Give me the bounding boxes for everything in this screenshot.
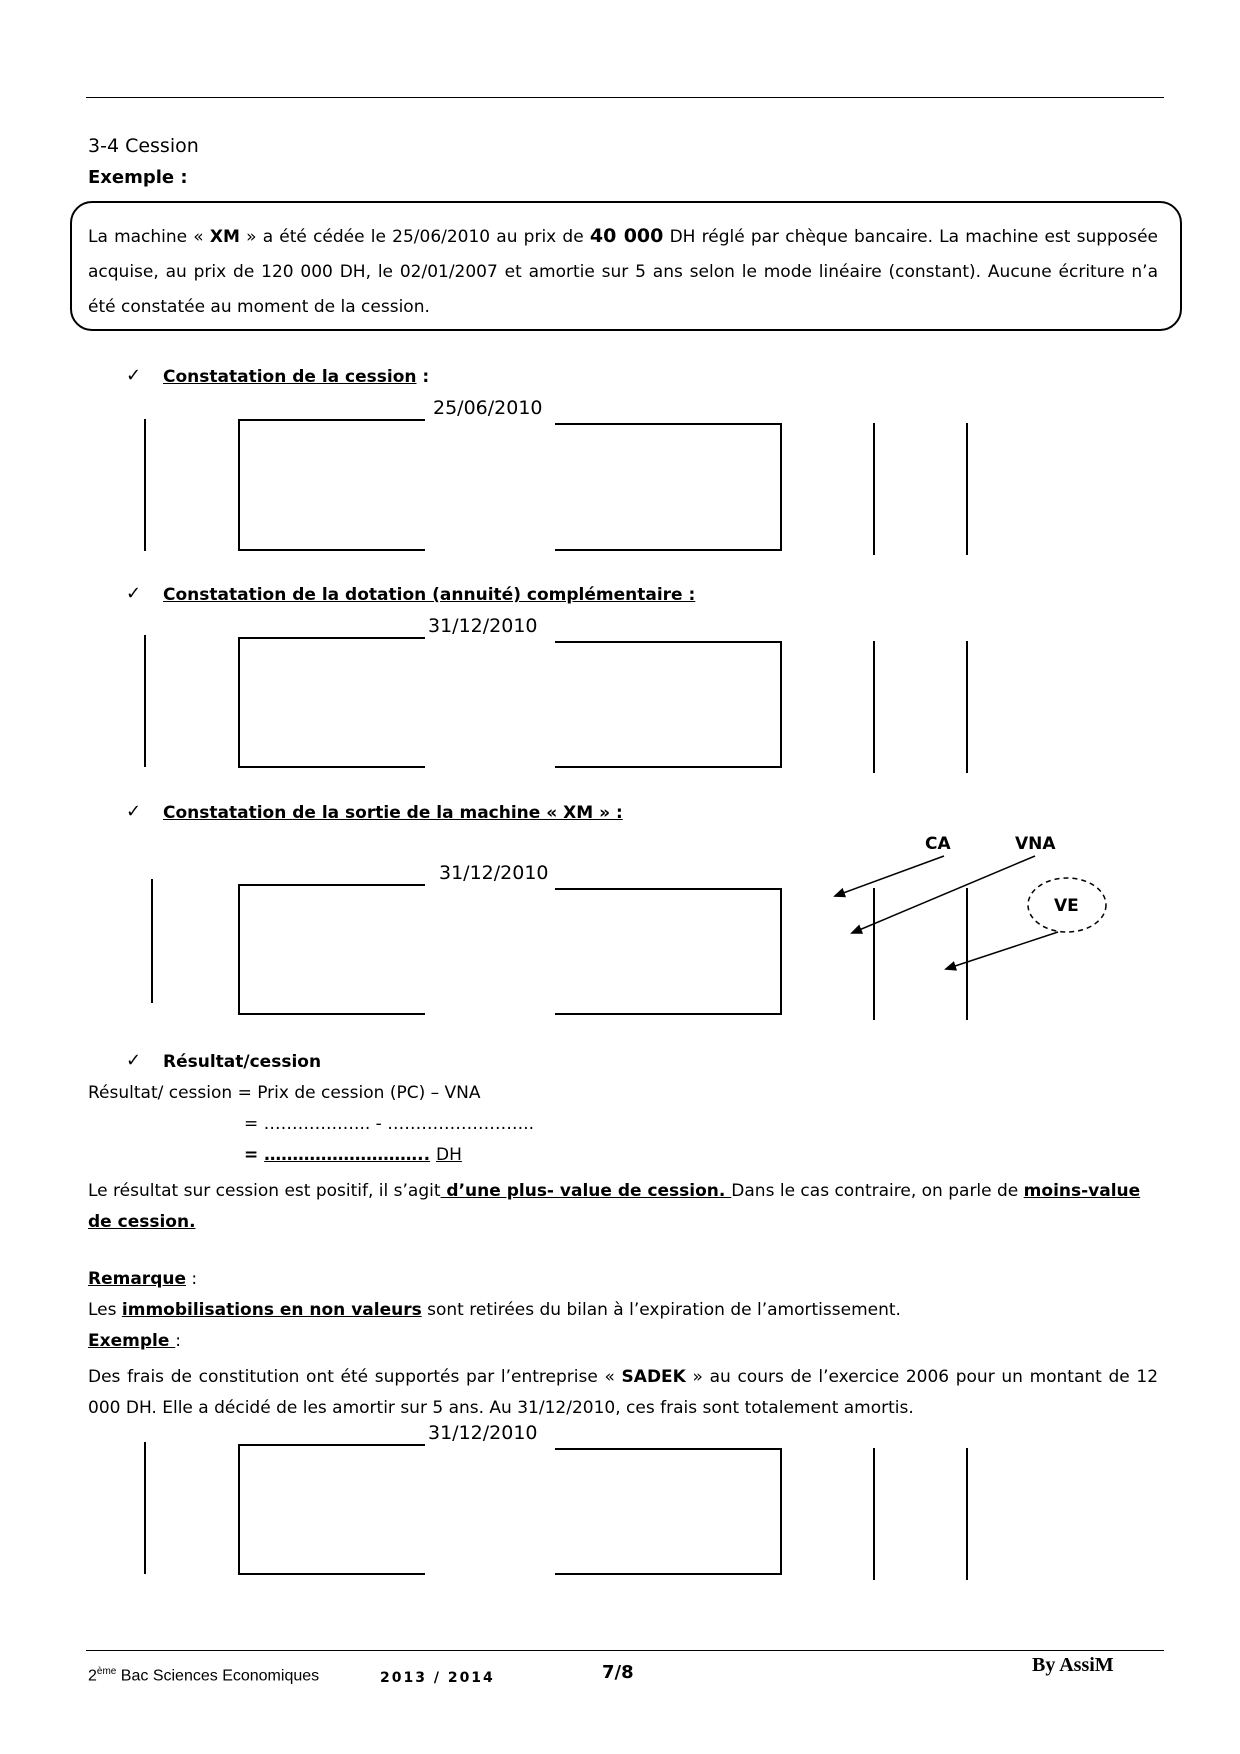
journal-box-right (780, 1448, 782, 1574)
machine-name: XM (209, 227, 240, 247)
check-icon: ✓ (126, 1050, 142, 1071)
check-icon: ✓ (126, 365, 142, 386)
step-resultat-title: Résultat/cession (163, 1052, 322, 1072)
resultat-line2: = ………….…... - …………………….. (244, 1114, 535, 1134)
label-ve: VE (1054, 896, 1079, 916)
journal-date-cession: 25/06/2010 (433, 397, 543, 419)
journal-bottom-left-rule (238, 1573, 425, 1575)
label-vna: VNA (1015, 834, 1056, 854)
sale-price: 40 000 (589, 225, 664, 247)
footer-level: 2ème Bac Sciences Economiques (88, 1666, 320, 1685)
journal-top-left-rule (238, 1444, 425, 1446)
footer-year: 2013 / 2014 (380, 1670, 495, 1686)
remarque-example-label: Exemple : (88, 1331, 182, 1351)
resultat-formula: Résultat/ cession = Prix de cession (PC) – VNA (88, 1083, 481, 1103)
journal-left-rule (144, 1442, 146, 1574)
remarque-label: Remarque : (88, 1269, 198, 1289)
resultat-line3: = ……………………….. DH (244, 1145, 462, 1165)
journal-date-remarque: 31/12/2010 (428, 1422, 538, 1444)
example-text: La machine « XM » a été cédée le 25/06/2010 au prix de 40 000 DH réglé par chèque bancaire. La machine est supposée acquise, au prix de 120 000 DH, le 02/01/2007 et amortie sur 5 ans selon le mode linéaire (constant). Aucune écriture n’a été constatée au moment de la cession. (88, 225, 1159, 317)
journal-date-dotation: 31/12/2010 (428, 615, 538, 637)
section-title: 3-4 Cession (88, 135, 199, 157)
remarque-text: Les immobilisations en non valeurs sont retirées du bilan à l’expiration de l’amortissement. (88, 1300, 901, 1320)
journal-date-sortie: 31/12/2010 (439, 862, 549, 884)
journal-credit-rule (966, 1448, 968, 1580)
journal-bottom-right-rule (555, 1573, 782, 1575)
footer-rule (86, 1650, 1164, 1651)
remarque-example-text: Des frais de constitution ont été supportés par l’entreprise « SADEK » au cours de l’exercice 2006 pour un montant de 12 000 DH. Elle a décidé de les amortir sur 5 ans. Au 31/12/2010, ces frais sont totalement amortis. (88, 1367, 1159, 1418)
journal-top-right-rule (555, 1448, 780, 1450)
check-icon: ✓ (126, 801, 142, 822)
step-cession-title: Constatation de la cession : (163, 367, 430, 387)
step-sortie-title: Constatation de la sortie de la machine « XM » : (163, 803, 623, 823)
resultat-paragraph: Le résultat sur cession est positif, il s’agit d’une plus- value de cession. Dans le cas contraire, on parle de moins-value de cession. (88, 1181, 1141, 1232)
step-dotation-title: Constatation de la dotation (annuité) complémentaire : (163, 585, 696, 605)
check-icon: ✓ (126, 583, 142, 604)
journal-box-left (238, 1444, 240, 1574)
arrow-vna (852, 856, 1035, 933)
footer-page: 7/8 (602, 1662, 634, 1683)
footer-author: By AssiM (1032, 1654, 1114, 1676)
arrow-ca (835, 856, 944, 896)
journal-debit-rule (873, 1448, 875, 1580)
arrow-ve (946, 932, 1058, 969)
example-label: Exemple : (88, 167, 188, 188)
label-ca: CA (925, 834, 951, 854)
